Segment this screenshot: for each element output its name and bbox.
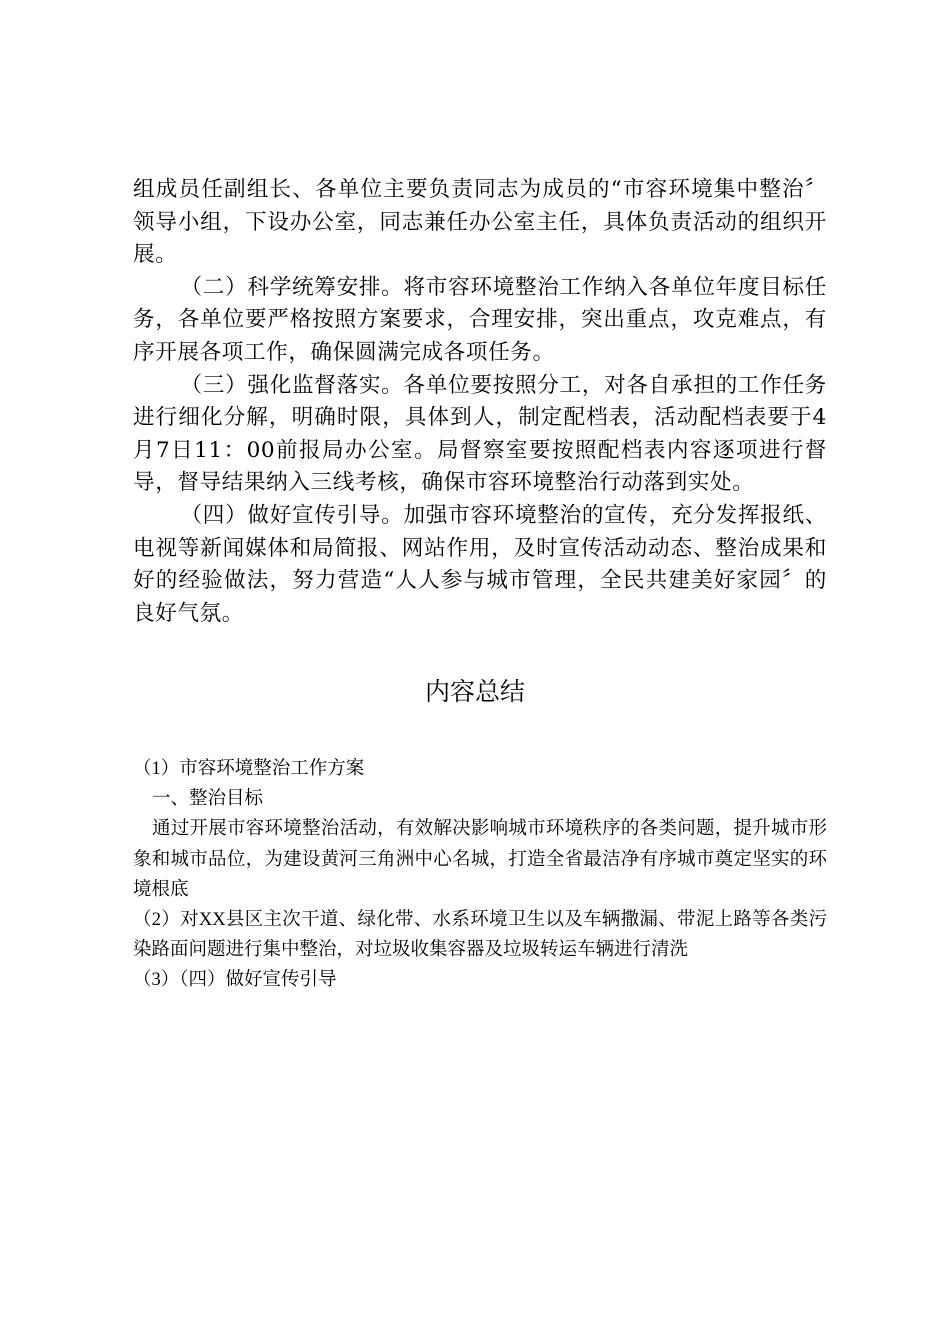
summary-line: （1）市容环境整治工作方案 (133, 759, 365, 779)
body-paragraph: （三）强化监督落实。各单位要按照分工，对各自承担的工作任务进行细化分解，明确时限，具体到人，制定配档表，活动配档表要于4月7日11：00前报局办公室。局督察室要按照配档表内容逐项进行督导，督导结果纳入三线考核，确保市容环境整治行动落到实处。 (133, 372, 827, 496)
summary-line: 一、整治目标 (152, 789, 264, 810)
document-body (133, 174, 827, 630)
summary-section (133, 754, 827, 996)
body-paragraph: （四）做好宣传引导。加强市容环境整治的宣传，充分发挥报纸、电视等新闻媒体和局简报、网站作用，及时宣传活动动态、整治成果和好的经验做法，努力营造“人人参与城市管理，全民共建美好家园〞的良好气氛。 (133, 502, 827, 626)
summary-line: （3）（四）做好宣传引导 (133, 970, 337, 991)
summary-line: 通过开展市容环境整治活动，有效解决影响城市环境秩序的各类问题，提升城市形象和城市品位，为建设黄河三角洲中心名城，打造全省最洁净有序城市奠定坚实的环境根底 (133, 819, 827, 900)
summary-title: 内容总结 (424, 677, 525, 706)
body-paragraph: （二）科学统筹安排。将市容环境整治工作纳入各单位年度目标任务，各单位要严格按照方案要求，合理安排，突出重点，攻克难点，有序开展各项工作，确保圆满完成各项任务。 (133, 274, 827, 365)
summary-line: （2）对XX县区主次干道、绿化带、水系环境卫生以及车辆撒漏、带泥上路等各类污染路面问题进行集中整治，对垃圾收集容器及垃圾转运车辆进行清洗 (133, 910, 827, 961)
body-paragraph: 组成员任副组长、各单位主要负责同志为成员的“市容环境集中整治〞领导小组，下设办公室，同志兼任办公室主任，具体负责活动的组织开展。 (133, 177, 827, 268)
